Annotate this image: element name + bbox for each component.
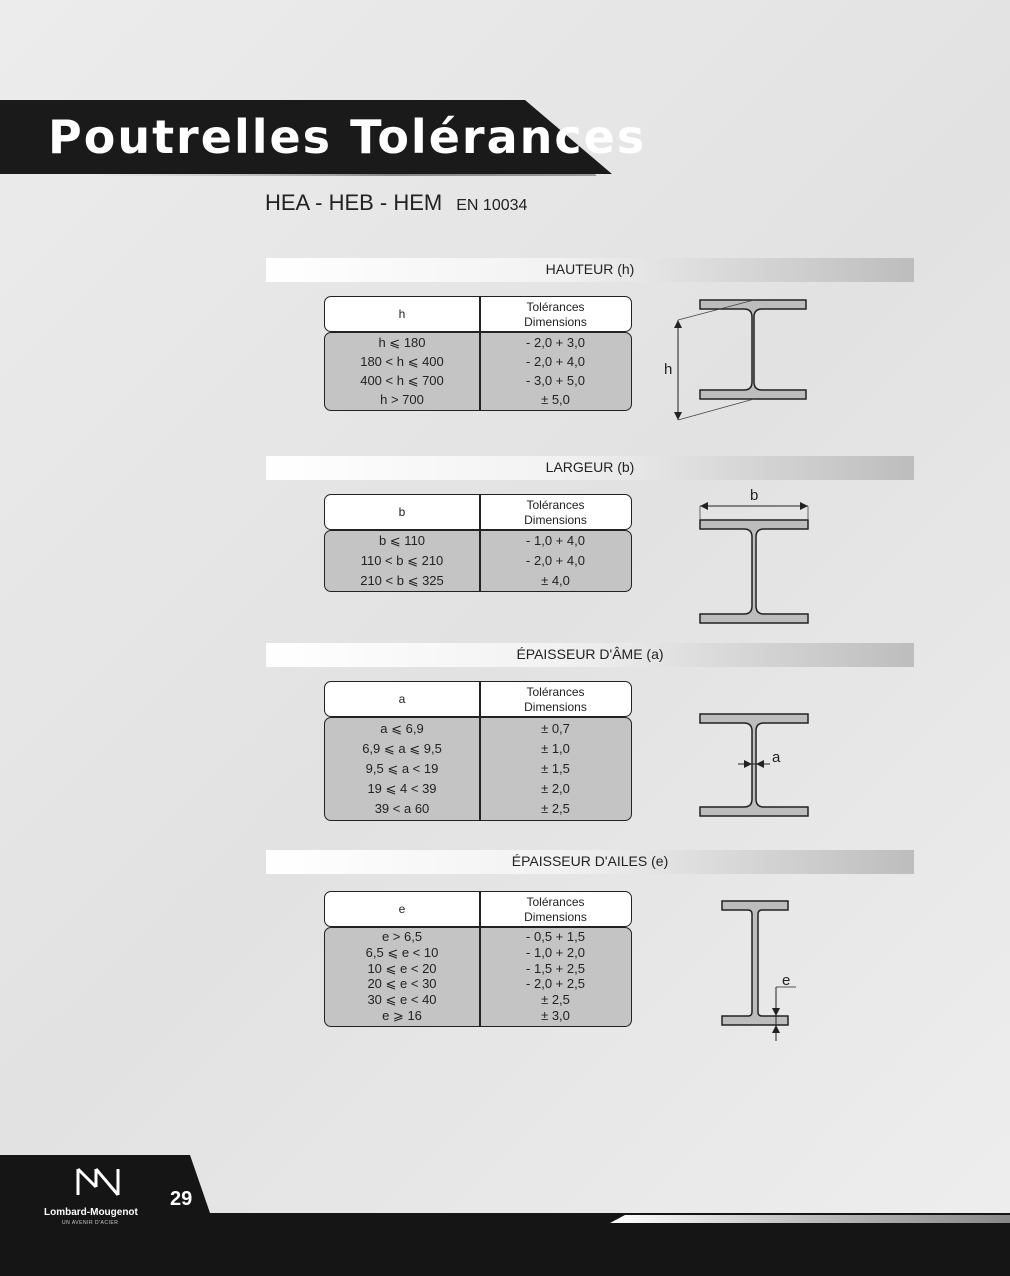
range-cell: 39 < a 60 [374, 801, 430, 816]
brand-tagline: UN AVENIR D'ACIER [62, 1220, 119, 1226]
arrow-right-icon [800, 502, 808, 510]
i-beam-section [700, 714, 808, 816]
tolerance-cell: - 2,0 + 4,0 [526, 553, 585, 568]
header-dimension: a [398, 692, 406, 706]
header-line-2: Dimensions [524, 315, 587, 329]
arrow-left-icon [700, 502, 708, 510]
dimension-label: a [772, 749, 781, 766]
header-dimension: b [398, 505, 406, 519]
tolerance-cell: ± 2,5 [541, 801, 570, 816]
header-dimension: e [398, 902, 406, 916]
table-header [324, 681, 632, 717]
section-title: LARGEUR (b) [545, 459, 635, 475]
section-title: ÉPAISSEUR D'AILES (e) [511, 853, 669, 869]
range-cell: 6,5 ⩽ e < 10 [365, 945, 439, 960]
range-cell: 180 < h ⩽ 400 [360, 354, 444, 369]
header-line-1: Tolérances [526, 300, 585, 314]
table-body [324, 332, 632, 411]
table-body [324, 927, 632, 1027]
i-beam-section [700, 520, 808, 623]
tolerance-cell: - 2,0 + 3,0 [526, 335, 585, 350]
tolerance-cell: - 0,5 + 1,5 [526, 929, 585, 944]
profile-subtitle [265, 190, 527, 216]
arrow-down-icon [772, 1008, 780, 1016]
section-bar-largeur [266, 456, 914, 480]
arrow-left-icon [756, 760, 764, 768]
header-tolerances [480, 895, 631, 925]
header-line-1: Tolérances [526, 498, 585, 512]
tolerance-cell: - 1,5 + 2,5 [526, 961, 585, 976]
range-cell: 10 ⩽ e < 20 [367, 961, 437, 976]
arrow-up-icon [674, 320, 682, 328]
page-title: Poutrelles Tolérances [48, 110, 647, 164]
range-cell: e ⩾ 16 [382, 1008, 422, 1023]
arrow-up-icon [772, 1025, 780, 1033]
dimension-label: b [750, 487, 759, 504]
beam-diagram-web [690, 708, 820, 820]
range-cell: h > 700 [380, 392, 424, 407]
section-bar-hauteur [266, 258, 914, 282]
beam-diagram-flange [710, 895, 820, 1045]
range-cell: b ⩽ 110 [378, 533, 426, 548]
range-cell: a ⩽ 6,9 [380, 721, 424, 736]
header-tolerances [480, 498, 631, 528]
tolerance-cell: - 2,0 + 4,0 [526, 354, 585, 369]
tolerance-cell: ± 3,0 [541, 1008, 570, 1023]
range-cell: 9,5 ⩽ a < 19 [365, 761, 439, 776]
table-header [324, 296, 632, 332]
tolerance-cell: ± 2,0 [541, 781, 570, 796]
range-cell: 30 ⩽ e < 40 [367, 992, 437, 1007]
tolerance-cell: - 1,0 + 4,0 [526, 533, 585, 548]
section-bar-epaisseur-ailes [266, 850, 914, 874]
range-cell: 20 ⩽ e < 30 [367, 976, 437, 991]
page-number: 29 [170, 1188, 193, 1210]
section-bar-epaisseur-ame [266, 643, 914, 667]
range-cell: h ⩽ 180 [378, 335, 426, 350]
beam-diagram-width [690, 484, 820, 630]
tolerance-cell: ± 4,0 [541, 573, 570, 588]
dimension-label: h [664, 361, 673, 378]
header-tolerances [480, 300, 631, 330]
header-line-2: Dimensions [524, 700, 587, 714]
section-title: ÉPAISSEUR D'ÂME (a) [516, 646, 664, 662]
header-line-2: Dimensions [524, 513, 587, 527]
range-cell: e > 6,5 [381, 929, 423, 944]
table-header [324, 891, 632, 927]
dimension-label: e [782, 972, 791, 989]
range-cell: 110 < b ⩽ 210 [360, 553, 444, 568]
table-header [324, 494, 632, 530]
tolerance-cell: ± 1,5 [541, 761, 570, 776]
range-cell: 19 ⩽ 4 < 39 [367, 781, 437, 796]
header-line-2: Dimensions [524, 910, 587, 924]
range-cell: 400 < h ⩽ 700 [360, 373, 444, 388]
table-body [324, 530, 632, 592]
header-line-1: Tolérances [526, 685, 585, 699]
arrow-right-icon [744, 760, 752, 768]
header-line-1: Tolérances [526, 895, 585, 909]
i-beam-section [722, 901, 791, 1025]
range-cell: 210 < b ⩽ 325 [360, 573, 444, 588]
footer-band [0, 1155, 1010, 1276]
section-title: HAUTEUR (h) [545, 261, 635, 277]
arrow-down-icon [674, 412, 682, 420]
header-tolerances [480, 685, 631, 715]
i-beam-section [700, 300, 806, 399]
tolerance-cell: ± 2,5 [541, 992, 570, 1007]
range-cell: 6,9 ⩽ a ⩽ 9,5 [362, 741, 442, 756]
brand-name: Lombard-Mougenot [44, 1207, 138, 1218]
tolerance-cell: ± 5,0 [541, 392, 570, 407]
tolerance-cell: - 3,0 + 5,0 [526, 373, 585, 388]
tolerance-cell: - 1,0 + 2,0 [526, 945, 585, 960]
table-body [324, 717, 632, 821]
tolerance-cell: ± 1,0 [541, 741, 570, 756]
beam-diagram-height [650, 290, 820, 430]
header-dimension: h [398, 307, 406, 321]
tolerance-cell: - 2,0 + 2,5 [526, 976, 585, 991]
tolerance-cell: ± 0,7 [541, 721, 570, 736]
standard-reference: EN 10034 [456, 197, 528, 214]
profile-list: HEA - HEB - HEM [265, 190, 443, 215]
